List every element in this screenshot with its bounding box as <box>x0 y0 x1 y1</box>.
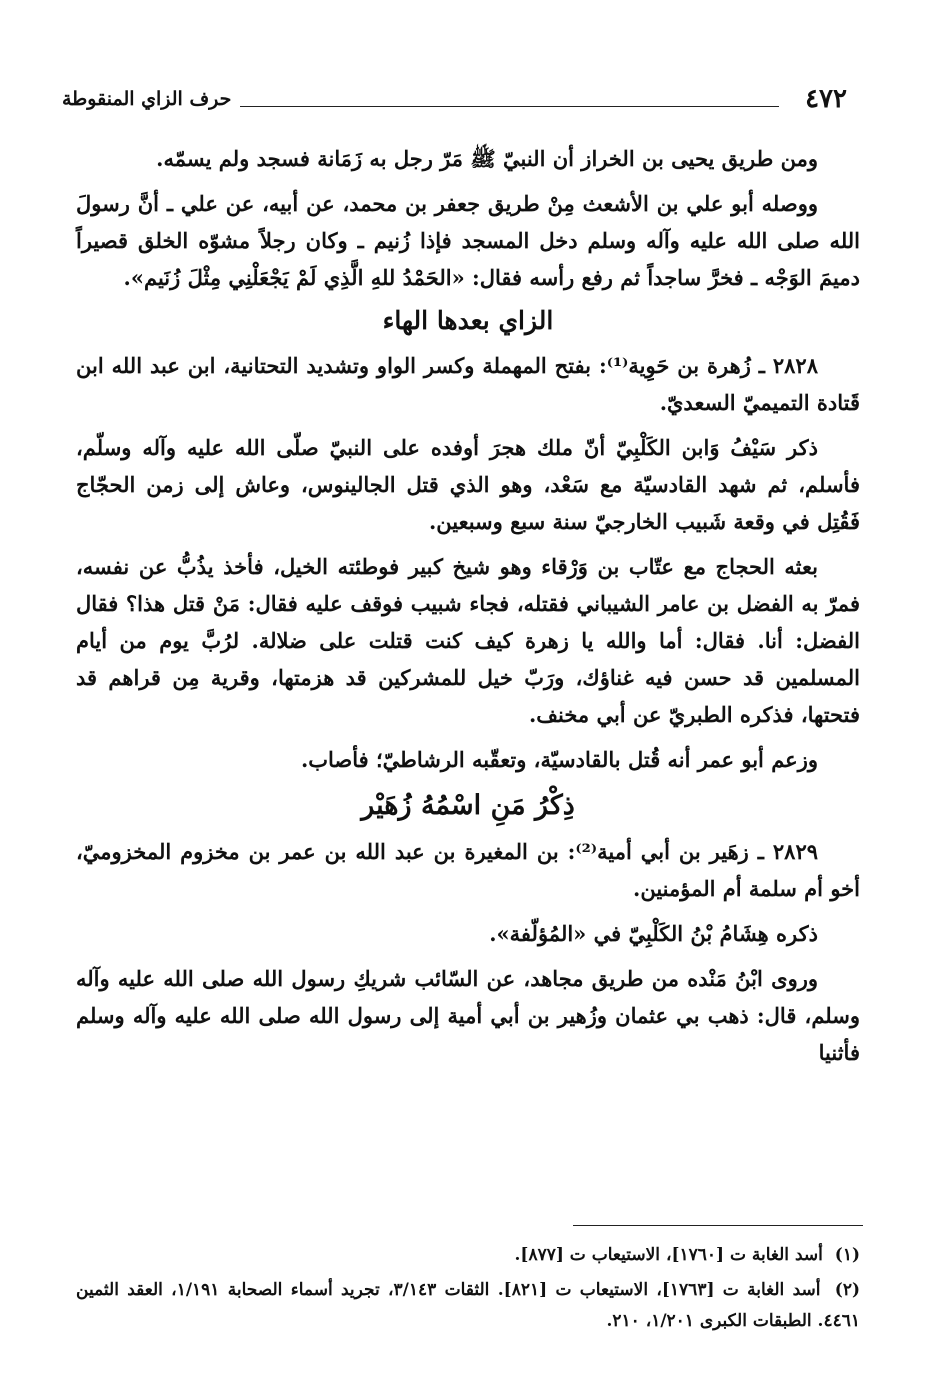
entry-text: زهَير بن أبي أمية⁽²⁾: بن المغيرة بن عبد الله بن عمر بن مخزوم المخزوميّ، أخو أم سلمة أم المؤمنين. <box>76 839 860 901</box>
paragraph: ووصله أبو علي بن الأشعث مِنْ طريق جعفر بن محمد، عن أبيه، عن علي ـ أنَّ رسولَ الله صلى الله عليه وآله وسلم دخل المسجد فإذا زُنيم ـ وكان رجلاً مشوّه الخلق قصيراً دميمَ الوَجْه ـ فخرَّ ساجداً ثم رفع رأسه فقال: «الحَمْدُ للهِ الَّذِي لَمْ يَجْعَلْنِي مِثْلَ زُنَيم». <box>76 191 860 290</box>
section-heading: الزاي بعدها الهاء <box>382 306 554 335</box>
paragraph: وزعم أبو عمر أنه قُتل بالقادسيّة، وتعقّبه الرشاطيّ؛ فأصاب. <box>300 747 818 772</box>
entry-2828 <box>76 347 860 421</box>
page-number: ٤٧٢ <box>805 84 847 114</box>
footnote-text: أسد الغابة ت [١٧٦٣]، الاستيعاب ت [٨٢١]. الثقات ٣/١٤٣، تجريد أسماء الصحابة ١/١٩١، العقد الثمين ٤٤٦١. الطبقات الكبرى ١/٢٠١، ٢١٠. <box>76 1280 860 1331</box>
footnote-mark: (٢) <box>834 1280 861 1300</box>
main-text <box>76 140 860 1079</box>
entry-2829 <box>76 833 860 907</box>
running-title: حرف الزاي المنقوطة <box>62 88 232 110</box>
paragraph: ذكر سَيْفُ وَابن الكَلْبِيّ أنّ ملك هجرَ أوفده على النبيّ صلّى الله عليه وآله وسلّم، فأسلم، ثم شهد القادسيّة مع سَعْد، وهو الذي قتل الجالينوس، وعاش إلى زمن الحجّاج فَقُتِل في وقعة شَبيب الخارجيّ سنة سبع وسبعين. <box>76 435 860 534</box>
footnote-text: أسد الغابة ت [١٧٦٠]، الاستيعاب ت [٨٧٧]. <box>514 1245 823 1265</box>
page-header <box>62 84 847 124</box>
paragraph: ذكره هِشَامُ بْنُ الكَلْبِيّ في «المُؤلّفة». <box>489 921 818 946</box>
entry-number: ٢٨٢٨ ـ <box>758 353 818 378</box>
entry-text: زُهرة بن حَوِية⁽¹⁾: بفتح المهملة وكسر الواو وتشديد التحتانية، ابن عبد الله ابن قَتادة التميميّ السعديّ. <box>76 353 860 415</box>
header-rule <box>240 106 779 107</box>
paragraph: بعثه الحجاج مع عتّاب بن وَرْقاء وهو شيخ كبير فوطئته الخيل، فأخذ يذُبُّ عن نفسه، فمرّ به الفضل بن عامر الشيباني فقتله، فجاء شبيب فوقف عليه فقال: مَنْ قتل هذا؟ فقال الفضل: أنا. فقال: أما والله يا زهرة كيف كنت قتلت على ضلالة. لرُبَّ يوم من أيام المسلمين قد حسن فيه غناؤك، ورَبّ خيل للمشركين قد هزمتها، وقرية مِن قراهم قد فتحتها، فذكره الطبريّ عن أبي مخنف. <box>76 554 860 727</box>
footnote-rule <box>573 1225 863 1226</box>
footnotes <box>76 1240 860 1341</box>
section-heading: ذِكْرُ مَنِ اسْمُهُ زُهَيْر <box>361 790 575 821</box>
paragraph: وروى ابْنُ مَنْده من طريق مجاهد، عن السّائب شريكِ رسول الله صلى الله عليه وآله وسلم، قال: ذهب بي عثمان وزُهير بن أبي أمية إلى رسول الله صلى الله عليه وآله وسلم فأثنيا <box>76 966 860 1065</box>
entry-number: ٢٨٢٩ ـ <box>757 839 819 864</box>
footnote-mark: (١) <box>834 1245 860 1265</box>
footnote <box>76 1240 860 1271</box>
footnote <box>76 1275 860 1337</box>
paragraph: ومن طريق يحيى بن الخراز أن النبيّ ﷺ مَرّ رجل به زَمَانة فسجد ولم يسمّه. <box>156 146 818 171</box>
